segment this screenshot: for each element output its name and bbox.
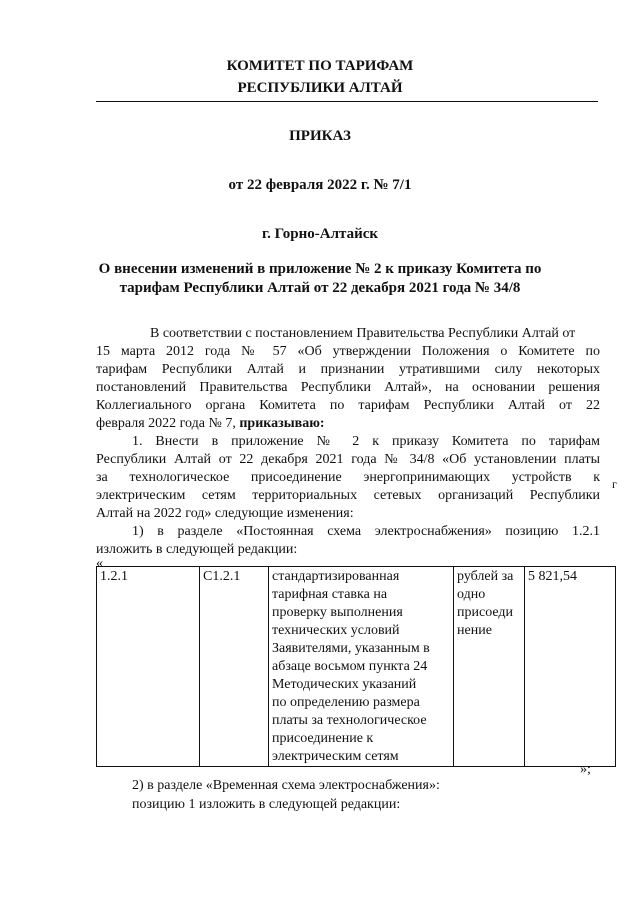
- paragraph-1-line-1: В соответствии с постановлением Правительства Республики Алтай от: [150, 326, 576, 341]
- document-type: ПРИКАЗ: [289, 128, 351, 144]
- document-title-line-2: тарифам Республики Алтай от 22 декабря 2021 года № 34/8: [119, 280, 521, 296]
- paragraph-1-text: февраля 2022 года № 7,: [96, 416, 240, 431]
- desc-line: стандартизированная: [272, 569, 400, 584]
- unit-line: присоеди: [457, 605, 514, 620]
- desc-line: по определению размера: [272, 695, 420, 710]
- paragraph-2-line-1: 1. Внести в приложение № 2 к приказу Комитета по тарифам: [132, 434, 600, 449]
- paragraph-4-line-2: позицию 1 изложить в следующей редакции:: [132, 797, 401, 812]
- paragraph-2-line-2: Республики Алтай от 22 декабря 2021 года № 34/8 «Об установлении платы: [96, 452, 600, 467]
- unit-line: рублей за: [457, 569, 514, 584]
- paragraph-1-line-4: постановлений Правительства Республики Алтай», на основании решения: [96, 380, 600, 395]
- desc-line: проверку выполнения: [272, 605, 403, 620]
- desc-line: платы за технологическое: [272, 713, 427, 728]
- desc-line: тарифная ставка на: [272, 587, 388, 602]
- document-date-number: от 22 февраля 2022 г. № 7/1: [228, 177, 412, 193]
- desc-line: абзаце восьмом пункта 24: [272, 659, 428, 674]
- desc-line: Заявителями, указанным в: [272, 641, 430, 656]
- cell-unit: [454, 567, 525, 767]
- table-row: [97, 567, 616, 767]
- desc-line: электрическим сетям: [272, 749, 399, 764]
- document-title-line-1: О внесении изменений в приложение № 2 к приказу Комитета по: [98, 261, 542, 277]
- paragraph-1-line-6: [96, 415, 600, 433]
- cell-code: С1.2.1: [200, 567, 269, 767]
- paragraph-1-line-3: тарифам Республики Алтай и признании утратившими силу некоторых: [96, 362, 600, 377]
- document-city: г. Горно-Алтайск: [261, 226, 379, 242]
- unit-line: одно: [457, 587, 486, 602]
- paragraph-4-line-1: 2) в разделе «Временная схема электроснабжения»:: [132, 778, 440, 793]
- close-quote: »;: [580, 762, 591, 777]
- cell-value: 5 821,54: [525, 567, 616, 767]
- order-keyword: приказываю:: [239, 416, 325, 431]
- paragraph-2-line-3: за технологическое присоединение энергопринимающих устройств к: [96, 470, 600, 485]
- desc-line: присоединение к: [272, 731, 374, 746]
- open-quote: «: [96, 556, 103, 571]
- paragraph-2-line-5: Алтай на 2022 год» следующие изменения:: [96, 506, 354, 521]
- desc-line: технических условий: [272, 623, 400, 638]
- tariff-table: [96, 566, 616, 767]
- header-rule: [96, 101, 598, 102]
- org-name-line-2: РЕСПУБЛИКИ АЛТАЙ: [237, 80, 403, 96]
- paragraph-1-line-5: Коллегиального органа Комитета по тарифам Республики Алтай от 22: [96, 398, 600, 413]
- paragraph-3-line-2: изложить в следующей редакции:: [96, 542, 298, 557]
- paragraph-2-line-4: электрическим сетям территориальных сетевых организаций Республики: [96, 488, 600, 503]
- org-name-line-1: КОМИТЕТ ПО ТАРИФАМ: [226, 58, 414, 74]
- paragraph-3-line-1: 1) в разделе «Постоянная схема электроснабжения» позицию 1.2.1: [132, 524, 600, 539]
- unit-line: нение: [457, 623, 492, 638]
- paragraph-1-line-2: 15 марта 2012 года № 57 «Об утверждении Положения о Комитете по: [96, 344, 600, 359]
- cell-description: [269, 567, 454, 767]
- cell-position-number: 1.2.1: [97, 567, 200, 767]
- desc-line: Методических указаний: [272, 677, 417, 692]
- margin-mark: г: [612, 477, 617, 491]
